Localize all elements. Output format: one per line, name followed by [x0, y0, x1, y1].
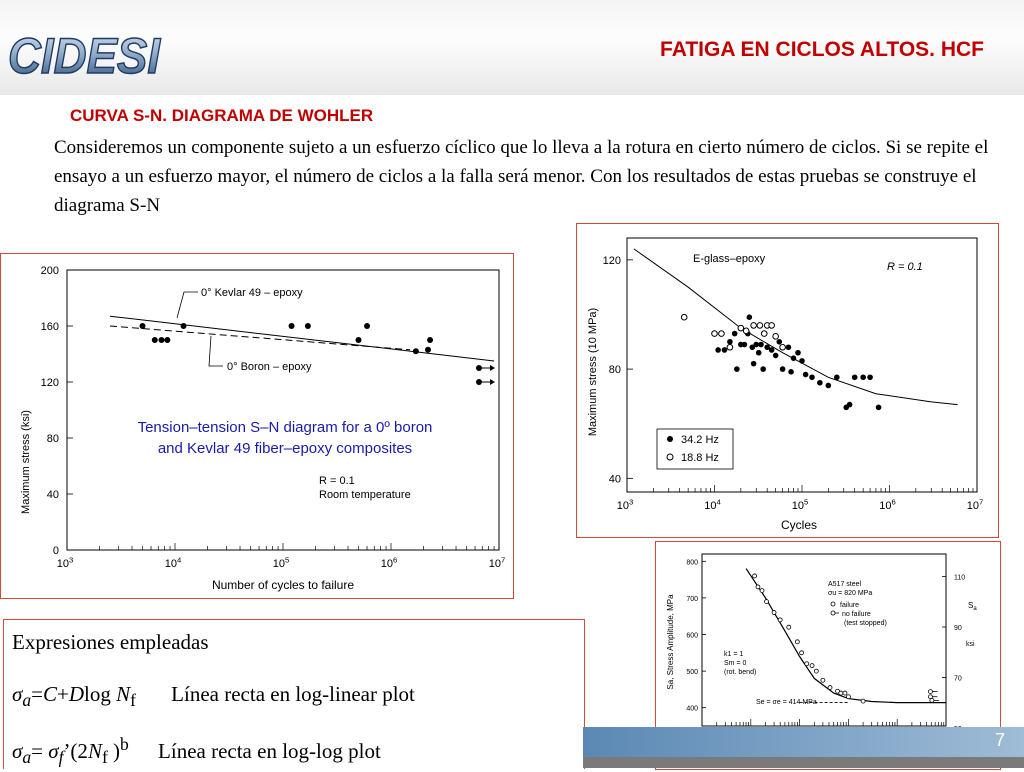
x-tick-label: $10^6$: [879, 497, 896, 512]
data-point: [305, 323, 311, 329]
eq2-sigma: σ: [12, 739, 23, 763]
x-tick-label: $10^4$: [164, 555, 182, 570]
y-tick-label: 500: [686, 669, 698, 677]
point-34hz: [786, 344, 792, 350]
point-failure: [839, 691, 843, 695]
point-34hz: [780, 366, 786, 372]
endurance-label: Se = σe = 414 MPa: [756, 699, 817, 706]
x-tick-label: $10^7$: [966, 497, 984, 512]
y2-tick-label: 110: [954, 574, 966, 582]
eq1-c: C: [42, 682, 57, 706]
y-tick-label: 600: [686, 632, 698, 640]
y-axis-label: Maximum stress (10 MPa): [587, 307, 599, 437]
chart-eglass: [577, 224, 996, 535]
expressions-box: [3, 619, 585, 769]
point-18hz: [738, 325, 744, 331]
point-34hz: [795, 350, 801, 356]
data-point: [427, 337, 433, 343]
point-34hz: [769, 347, 775, 353]
kevlar-leader: [177, 292, 198, 318]
temperature-annotation: Room temperature: [319, 489, 411, 501]
y-tick-label: 400: [686, 705, 698, 713]
legend-failure: failure: [840, 602, 860, 609]
point-18hz: [751, 323, 757, 329]
y-tick-label: 120: [602, 254, 621, 267]
boron-label: 0° Boron – epoxy: [227, 361, 312, 373]
point-34hz: [751, 361, 757, 367]
point-18hz: [712, 331, 718, 337]
data-point: [181, 323, 187, 329]
y-tick-label: 200: [40, 265, 59, 277]
kevlar-label: 0° Kevlar 49 – epoxy: [201, 287, 303, 299]
point-34hz: [847, 402, 853, 408]
legend-nofailure-marker: [831, 611, 835, 615]
point-34hz: [760, 366, 766, 372]
chart-composites-caption: [85, 417, 485, 459]
point-failure: [765, 600, 769, 604]
data-point: [159, 337, 165, 343]
eq1-description: Línea recta en log-linear plot: [171, 682, 415, 706]
point-18hz: [743, 328, 749, 334]
point-34hz: [758, 342, 764, 348]
point-failure: [861, 699, 865, 703]
slide-header: [0, 0, 1024, 95]
intro-paragraph: Consideremos un componente sujeto a un esfuerzo cíclico que lo lleva a la rotura en cierto número de ciclos. Si se repite el ensayo a un esfuerzo mayor, el número de ciclos a la falla será menor. Con los resultados de estas pruebas se construye el diagrama S-N: [54, 137, 989, 216]
point-failure: [800, 651, 804, 655]
point-34hz: [809, 374, 815, 380]
y-tick-label: 40: [46, 489, 59, 501]
point-34hz: [876, 405, 882, 411]
point-34hz: [773, 353, 779, 359]
eq2-equals: =: [31, 739, 49, 763]
data-point: [355, 337, 361, 343]
footer-bar: [583, 727, 1024, 757]
legend-nofailure: no failure: [842, 611, 871, 618]
legend-failure-marker: [831, 602, 835, 606]
y-axis-label: Maximum stress (ksi): [20, 410, 32, 514]
runout-arrowhead: [490, 379, 495, 385]
slide-number: 7: [995, 730, 1006, 750]
y2-axis-label: $S_a$: [968, 601, 977, 612]
y2-tick-label: 90: [954, 624, 962, 632]
runout-arrowhead: [490, 365, 495, 371]
point-34hz: [817, 380, 823, 386]
data-point: [139, 323, 145, 329]
annotation-rotbend: (rot. bend): [724, 669, 757, 676]
x-axis-label: Number of cycles to failure: [211, 578, 355, 592]
runout-point: [476, 365, 482, 371]
legend-open-marker: [667, 454, 673, 460]
eq2-close: ): [107, 739, 121, 763]
point-failure: [760, 589, 764, 593]
slide-title: FATIGA EN CICLOS ALTOS. HCF: [660, 38, 984, 61]
eq1-plus: +: [56, 682, 69, 706]
data-point: [364, 323, 370, 329]
eq1-log: log: [83, 682, 117, 706]
eq2-sub: a: [22, 747, 32, 768]
eq2-prime: ’(2: [63, 739, 88, 763]
point-34hz: [791, 355, 797, 361]
eq2-sfsub: f: [58, 747, 64, 768]
data-point: [413, 348, 419, 354]
legend-label-18hz: 18.8 Hz: [681, 452, 719, 464]
point-34hz: [742, 342, 748, 348]
data-point: [152, 337, 158, 343]
point-failure: [756, 585, 760, 589]
svg-text:CIDESI: CIDESI: [8, 28, 162, 84]
point-18hz: [761, 331, 767, 337]
point-34hz: [834, 374, 840, 380]
y2-tick-label: 70: [954, 675, 962, 683]
point-failure: [805, 662, 809, 666]
point-failure: [828, 686, 832, 690]
annotation-k1: k1 = 1: [724, 651, 744, 658]
eq2-description: Línea recta en log-log plot: [158, 739, 381, 763]
r-annotation: R = 0.1: [319, 475, 355, 487]
point-failure: [843, 691, 847, 695]
point-34hz: [852, 374, 858, 380]
y-tick-label: 80: [46, 433, 59, 445]
point-failure: [772, 611, 776, 615]
equation-log-linear: [12, 682, 415, 711]
point-34hz: [734, 366, 740, 372]
legend-steel: A517 steel: [828, 581, 862, 588]
point-34hz: [722, 347, 728, 353]
eq2-n: N: [87, 739, 102, 763]
point-failure: [814, 669, 818, 673]
cidesi-logo: [6, 28, 166, 84]
x-tick-label: $10^3$: [56, 555, 74, 570]
point-34hz: [788, 369, 794, 375]
caption-line-1: Tension–tension S–N diagram for a 0º boron: [137, 419, 433, 436]
expressions-heading: Expresiones empleadas: [12, 630, 209, 654]
y-tick-label: 40: [608, 473, 621, 486]
eq1-n: N: [116, 682, 131, 706]
point-18hz: [769, 323, 775, 329]
legend-test-stopped: (test stopped): [844, 620, 887, 627]
y2-axis-unit: ksi: [966, 641, 975, 648]
y-tick-label: 0: [52, 545, 59, 557]
point-failure: [795, 640, 799, 644]
point-34hz: [803, 372, 809, 378]
point-nofailure: [928, 690, 932, 694]
boron-leader: [209, 336, 223, 366]
point-34hz: [756, 350, 762, 356]
chart-title: E-glass–epoxy: [693, 253, 766, 265]
plot-area: [67, 270, 499, 550]
eq2-sigmaf: σ: [48, 739, 59, 763]
x-tick-label: $10^3$: [616, 497, 634, 512]
point-nofailure: [930, 698, 934, 702]
x-tick-label: $10^4$: [704, 497, 721, 512]
runout-point: [476, 379, 482, 385]
conditions: [724, 651, 756, 676]
point-18hz: [727, 344, 733, 350]
eq2-exp: b: [120, 734, 129, 754]
chart-composites-frame: [0, 253, 514, 599]
point-failure: [846, 695, 850, 699]
point-34hz: [860, 374, 866, 380]
eq2-nsub: f: [101, 747, 108, 768]
x-tick-label: $10^5$: [272, 555, 290, 570]
point-34hz: [732, 331, 738, 337]
x-tick-label: $10^7$: [488, 555, 506, 570]
x-axis-label: Cycles: [780, 518, 818, 532]
x-tick-label: $10^5$: [791, 497, 809, 512]
eq1-sub: a: [22, 690, 32, 711]
equation-log-log: [12, 734, 381, 768]
y-tick-label: 160: [40, 321, 59, 333]
point-failure: [753, 574, 757, 578]
point-34hz: [776, 339, 782, 345]
y-tick-label: 800: [686, 559, 698, 567]
point-34hz: [799, 358, 805, 364]
legend-ultimate: σu = 820 MPa: [828, 590, 873, 597]
eq1-equals: =: [31, 682, 43, 706]
section-subtitle: CURVA S-N. DIAGRAMA DE WOHLER: [70, 106, 374, 125]
footer-shadow: [583, 757, 1024, 768]
y-tick-label: 700: [686, 595, 698, 603]
legend-filled-marker: [667, 436, 673, 442]
annotation-sm: Sm = 0: [724, 660, 747, 667]
data-point: [164, 337, 170, 343]
point-34hz: [715, 347, 721, 353]
point-18hz: [757, 323, 763, 329]
r-annotation: R = 0.1: [887, 261, 923, 273]
data-point: [425, 347, 431, 353]
point-34hz: [826, 383, 832, 389]
eq1-nsub: f: [130, 690, 136, 711]
point-34hz: [727, 339, 733, 345]
point-failure: [778, 618, 782, 622]
plot-area: [702, 554, 946, 726]
point-failure: [787, 625, 791, 629]
fit-curve: [746, 569, 946, 703]
legend: [828, 581, 887, 627]
point-34hz: [747, 314, 753, 320]
data-point: [289, 323, 295, 329]
point-failure: [810, 664, 814, 668]
point-18hz: [719, 331, 725, 337]
caption-line-2: and Kevlar 49 fiber–epoxy composites: [157, 440, 413, 457]
legend-label-34hz: 34.2 Hz: [681, 434, 719, 446]
eq1-sigma: σ: [12, 682, 23, 706]
point-18hz: [780, 344, 786, 350]
point-34hz: [867, 374, 873, 380]
x-tick-label: $10^6$: [380, 555, 398, 570]
point-failure: [821, 678, 825, 682]
chart-eglass-frame: [576, 223, 999, 538]
point-18hz: [773, 334, 779, 340]
eq1-d: D: [68, 682, 84, 706]
y-tick-label: 120: [40, 377, 59, 389]
point-18hz: [681, 314, 687, 320]
y-axis-label: Sa, Stress Amplitude, MPa: [666, 594, 675, 690]
y-tick-label: 80: [608, 364, 621, 377]
plot-marks: [603, 249, 984, 512]
